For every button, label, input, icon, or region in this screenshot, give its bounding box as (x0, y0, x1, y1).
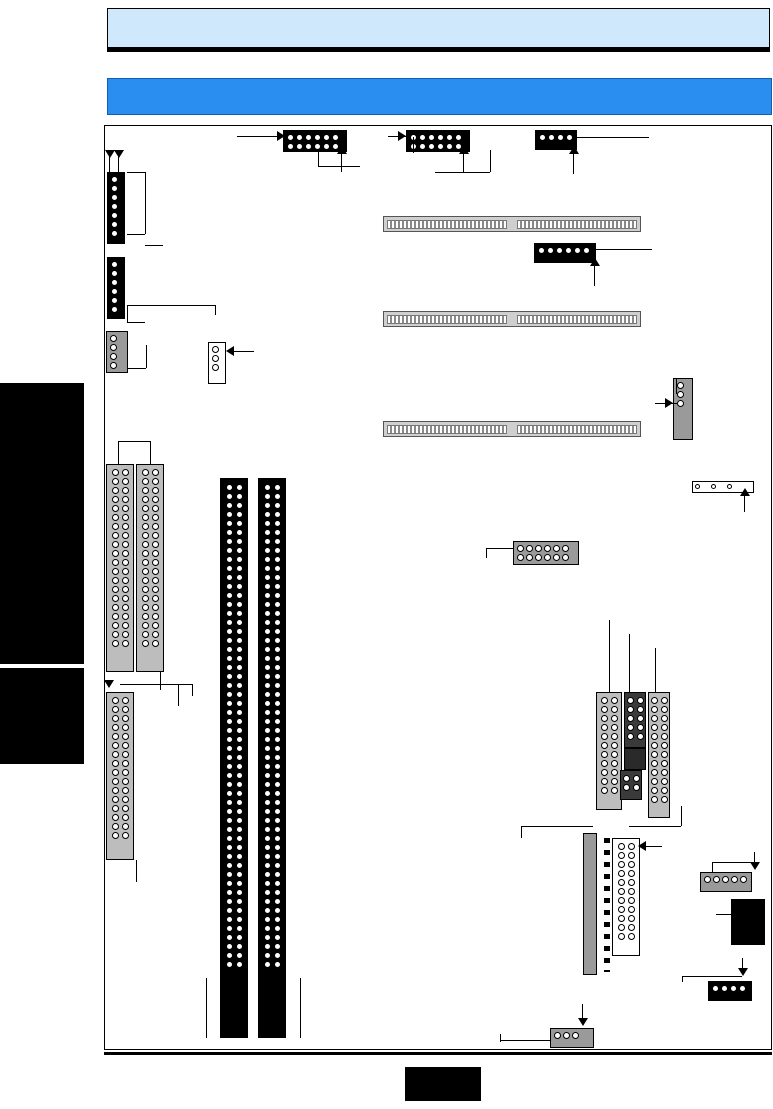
chip-field-b-body (624, 748, 646, 770)
leader-chip-4 (629, 826, 681, 827)
leader-left-6 (145, 245, 163, 246)
leader-cpu-2 (118, 441, 150, 442)
page-number-tab (405, 1067, 481, 1101)
header-title-bar (107, 8, 770, 52)
header-rule (108, 47, 769, 51)
leader-chip-1 (609, 620, 610, 692)
leader-socket-5 (136, 860, 137, 882)
leader-right-1 (596, 249, 652, 250)
isa-slot-3 (383, 421, 641, 437)
leader-left-12 (146, 345, 147, 368)
leader-right-5 (744, 494, 745, 512)
left-jumper-block (106, 331, 128, 373)
chip-field-c (648, 692, 670, 818)
cpu-socket-left (106, 464, 134, 672)
bottom-right-block (731, 899, 765, 945)
leader-left-4 (145, 172, 146, 234)
leader-br-6 (682, 976, 683, 982)
chip-field-b (624, 692, 646, 748)
arrow-right-3 (740, 488, 750, 496)
arrow-left-2 (114, 150, 124, 158)
leader-socket-2 (192, 684, 193, 696)
arrow-top-1b (337, 146, 347, 154)
arrow-br-2 (738, 968, 748, 976)
io-strip-pins (604, 838, 610, 972)
isa-slot-1 (383, 216, 641, 232)
io-field (612, 838, 640, 956)
leader-left-10 (127, 305, 128, 322)
small-jumper (208, 342, 226, 384)
leader-br-2 (712, 862, 713, 872)
leader-top-2c (463, 152, 464, 172)
arrow-top-2 (398, 131, 406, 141)
leader-top-2e (490, 150, 491, 172)
leader-left-3 (127, 172, 145, 173)
leader-right-4 (676, 378, 677, 394)
leader-br-1 (712, 862, 754, 863)
arrow-jumper-1 (226, 346, 234, 356)
leader-left-7 (127, 305, 215, 306)
bottom-right-conn-2 (708, 981, 752, 1001)
cpu-socket-left-2 (136, 464, 164, 672)
arrow-io-1 (638, 841, 646, 851)
isa-slot-2 (383, 311, 641, 327)
leader-mid-2 (486, 548, 487, 558)
leader-socket-3 (178, 684, 179, 706)
arrow-top-1 (277, 131, 285, 141)
leader-top-2d (435, 172, 490, 173)
leader-br-4 (716, 914, 732, 915)
memory-bank-1 (220, 478, 248, 1038)
bottom-right-conn (700, 872, 752, 892)
arrow-top-3 (569, 146, 579, 154)
leader-top-3 (577, 137, 649, 138)
motherboard-diagram-frame (104, 125, 772, 1050)
section-blue-bar (107, 78, 772, 115)
frame-bottom-rule (104, 1052, 772, 1055)
leader-chip-2 (629, 634, 630, 692)
arrow-right-2 (665, 398, 673, 408)
arrow-bc-1 (578, 1018, 588, 1026)
leader-left-8 (215, 305, 216, 315)
leader-chip-3 (655, 648, 656, 692)
leader-socket-1 (120, 684, 192, 685)
memory-bank-2 (258, 478, 286, 1038)
leader-top-1b (318, 152, 319, 166)
right-conn-row (534, 243, 596, 263)
leader-bc-2 (500, 1034, 501, 1042)
leader-left-9 (127, 322, 145, 323)
mid-header (513, 541, 579, 565)
leader-io-3 (521, 826, 522, 838)
leader-socket-4 (160, 672, 161, 690)
arrow-top-2b (459, 146, 469, 154)
leader-br-5 (682, 976, 742, 977)
chip-field-b2 (620, 770, 642, 800)
leader-top-2b (413, 137, 414, 153)
io-strip (583, 833, 597, 975)
leader-mem-2 (300, 978, 301, 1038)
arrow-br-1 (750, 862, 760, 870)
leader-cpu-1 (118, 441, 119, 464)
side-tab-upper (0, 383, 84, 664)
leader-top-1d (341, 152, 342, 172)
left-conn-upper (107, 172, 125, 244)
chip-field-a (596, 692, 622, 810)
leader-top-1c (318, 166, 360, 167)
side-tab-lower (0, 668, 84, 764)
leader-bc-1 (500, 1040, 550, 1041)
leader-right-2 (594, 264, 595, 286)
leader-top-1 (237, 136, 279, 137)
leader-left-5 (127, 234, 145, 235)
socket-lower-left (106, 692, 134, 860)
leader-top-3b (573, 152, 574, 174)
leader-cpu-3 (150, 441, 151, 464)
arrow-socket-lower (104, 680, 114, 688)
leader-left-11 (128, 368, 146, 369)
left-conn-lower (107, 257, 125, 319)
leader-io-2 (521, 826, 593, 827)
leader-mid-1 (486, 548, 514, 549)
leader-mem-1 (206, 978, 207, 1038)
leader-chip-5 (681, 806, 682, 826)
arrow-right-1 (590, 258, 600, 266)
bottom-center-conn (550, 1028, 594, 1048)
